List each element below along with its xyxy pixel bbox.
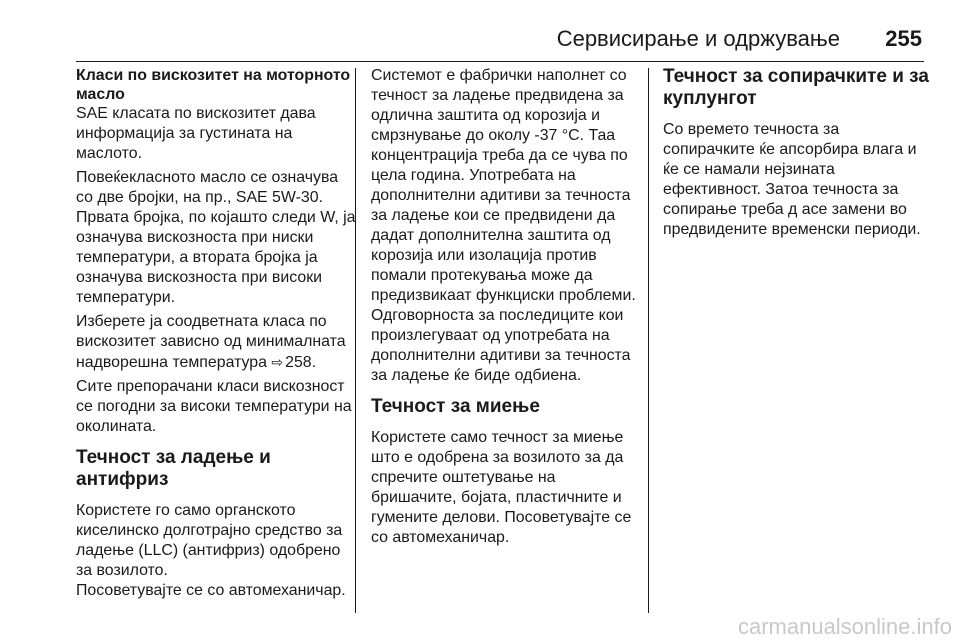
paragraph: Системот е фабрички наполнет со течност за ладење предвидена за одлична заштита од корозија и смрзнување до околу -37 °C. Таа концентрација треба да се чува по цела година. Употребата на дополнителни адитиви за течноста за ладење кои се предвидени да дадат дополнителна заштита од корозија или изолација против помали протекувања може да предизвикаат функциски проблеми. Одговорноста за последиците кои произлегуваат од употребата на дополнителни адитиви за течноста за ладење ќе биде одбиена. [371,67,636,384]
section-heading-brake-fluid: Течност за сопирачките и за куплунгот [663,66,929,109]
watermark: carmanualsonline.info [737,614,952,639]
paragraph: SAE класата по вискозитет дава информација за густината на маслото. [76,105,316,162]
section-heading-oil-viscosity: Класи по вискозитет на моторното масло [76,67,351,103]
paragraph: Користете го само органското киселинско долготрајно средство за ладење (LLC) (антифриз) одобрено за возилото. [76,502,343,579]
column-left [76,66,358,605]
section-heading-coolant: Течност за ладење и антифриз [76,447,271,490]
paragraph-text: Изберете ја соодветната класа по вискозитет зависно од минималната надворешна температура [76,313,346,371]
section-heading-washer-fluid: Течност за миење [371,396,540,417]
paragraph: Со времето течноста за сопирачките ќе апсорбира влага и ќе се намали нејзината ефективност. Затоа течноста за сопирање треба д асе замени во предвидените временски периоди. [663,121,921,238]
paragraph: Повеќекласното масло се означува со две бројки, на пр., SAE 5W-30. Првата бројка, по којашто следи W, ја означува вискозноста при ниски температури, а втората бројка ја означува вискозноста при високи температури. [76,169,356,306]
paragraph: Користете само течност за миење што е одобрена за возилото за да спречите оштетување на бришачите, бојата, пластичните и гумените делови. Посоветувајте се со автомеханичар. [371,429,632,546]
arrow-right-icon: ⇨ [271,354,284,370]
column-divider [648,68,649,613]
page-number: 255 [885,26,922,51]
page-header [76,22,924,62]
page-reference-link[interactable]: 258. [285,354,317,371]
paragraph: Посоветувајте се со автомеханичар. [76,582,346,599]
column-right [663,66,933,244]
header-title: Сервисирање и одржување [556,26,840,51]
column-middle [371,66,641,552]
paragraph: Сите препорачани класи вискозност се погодни за високи температури на околината. [76,378,352,435]
paragraph-with-reference [76,312,358,373]
